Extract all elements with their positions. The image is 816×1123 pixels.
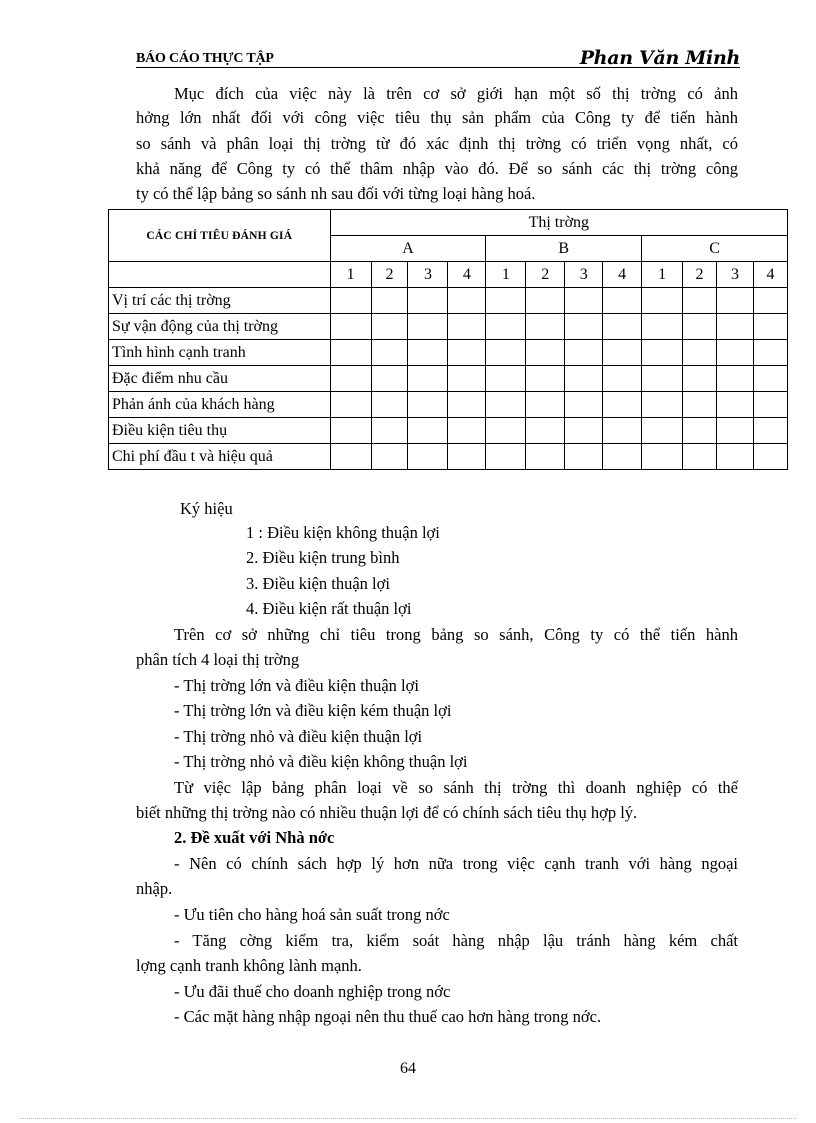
author-name: Phan Văn Minh — [579, 47, 740, 69]
intro-line-5: ty có thể lập bảng so sánh nh sau đối với từng loại hàng hoá. — [136, 184, 536, 203]
proposal-3a: - Tăng cờng kiểm tra, kiểm soát hàng nhập lậu tránh hàng kém chất — [174, 931, 738, 950]
empty-cell — [109, 262, 331, 288]
market-evaluation-table — [108, 209, 788, 470]
table-row — [109, 366, 788, 392]
conclusion-line-2: biết những thị trờng nào có nhiều thuận lợi để có chính sách tiêu thụ hợp lý. — [136, 803, 638, 822]
market-header: Thị trờng — [330, 210, 787, 236]
table-row — [109, 444, 788, 470]
level-a4: 4 — [448, 262, 486, 288]
conclusion-line-1: Từ việc lập bảng phân loại về so sánh thị trờng thì doanh nghiệp có thể — [174, 778, 738, 797]
level-a2: 2 — [371, 262, 408, 288]
level-c2: 2 — [683, 262, 717, 288]
intro-line-4: khả năng để Công ty có thể thâm nhập vào đó. Để so sánh các thị trờng công — [136, 159, 738, 178]
analysis-line-1: Trên cơ sở những chỉ tiêu trong bảng so sánh, Công ty có thể tiến hành — [174, 625, 738, 644]
legend-item-1: 1 : Điều kiện không thuận lợi — [246, 523, 440, 542]
table-row — [109, 418, 788, 444]
group-c-header: C — [642, 236, 788, 262]
criterion-label: Tình hình cạnh tranh — [109, 340, 331, 366]
level-b4: 4 — [603, 262, 642, 288]
market-type-3: - Thị trờng nhỏ và điều kiện thuận lợi — [174, 727, 423, 746]
report-title: BÁO CÁO THỰC TẬP — [136, 51, 274, 66]
table-row — [109, 314, 788, 340]
proposal-3b: lợng cạnh tranh không lành mạnh. — [136, 956, 362, 975]
legend-item-2: 2. Điều kiện trung bình — [246, 548, 400, 567]
level-c4: 4 — [753, 262, 787, 288]
table-row — [109, 288, 788, 314]
market-type-2: - Thị trờng lớn và điều kiện kém thuận lợi — [174, 701, 452, 720]
group-b-header: B — [486, 236, 642, 262]
level-c3: 3 — [717, 262, 754, 288]
level-c1: 1 — [642, 262, 683, 288]
intro-line-3: so sánh và phân loại thị trờng từ đó xác định thị trờng có triển vọng nhất, có — [136, 134, 738, 153]
header-rule — [136, 67, 740, 68]
level-b1: 1 — [486, 262, 526, 288]
legend-title: Ký hiệu — [180, 499, 233, 518]
table-row — [109, 340, 788, 366]
level-b2: 2 — [526, 262, 565, 288]
criterion-label: Chi phí đầu t và hiệu quả — [109, 444, 331, 470]
criterion-label: Vị trí các thị trờng — [109, 288, 331, 314]
level-b3: 3 — [565, 262, 603, 288]
market-type-4: - Thị trờng nhỏ và điều kiện không thuận lợi — [174, 752, 468, 771]
market-type-1: - Thị trờng lớn và điều kiện thuận lợi — [174, 676, 419, 695]
legend-item-3: 3. Điều kiện thuận lợi — [246, 574, 390, 593]
proposal-1a: - Nên có chính sách hợp lý hơn nữa trong việc cạnh tranh với hàng ngoại — [174, 854, 738, 873]
table-row — [109, 392, 788, 418]
criterion-label: Sự vận động của thị trờng — [109, 314, 331, 340]
intro-line-1: Mục đích của việc này là trên cơ sở giới hạn một số thị trờng có ảnh — [174, 84, 738, 103]
level-header-row — [109, 262, 788, 288]
level-a1: 1 — [330, 262, 371, 288]
level-a3: 3 — [408, 262, 448, 288]
proposal-5: - Các mặt hàng nhập ngoại nên thu thuế cao hơn hàng trong nớc. — [174, 1007, 602, 1026]
criterion-label: Đặc điểm nhu cầu — [109, 366, 331, 392]
criterion-label: Điều kiện tiêu thụ — [109, 418, 331, 444]
criterion-label: Phản ánh của khách hàng — [109, 392, 331, 418]
proposal-1b: nhập. — [136, 879, 173, 898]
legend-item-4: 4. Điều kiện rất thuận lợi — [246, 599, 412, 618]
group-a-header: A — [330, 236, 486, 262]
bottom-rule — [20, 1118, 796, 1119]
proposal-4: - Ưu đãi thuế cho doanh nghiệp trong nớc — [174, 982, 451, 1001]
intro-line-2: hởng lớn nhất đối với công việc tiêu thụ sản phẩm của Công ty để tiến hành — [136, 108, 738, 127]
section-heading: 2. Đề xuất với Nhà nớc — [174, 828, 335, 847]
page-number: 64 — [400, 1060, 416, 1077]
proposal-2: - Ưu tiên cho hàng hoá sản suất trong nớc — [174, 905, 450, 924]
criteria-header: CÁC CHỈ TIÊU ĐÁNH GIÁ — [109, 210, 331, 262]
analysis-line-2: phân tích 4 loại thị trờng — [136, 650, 300, 669]
